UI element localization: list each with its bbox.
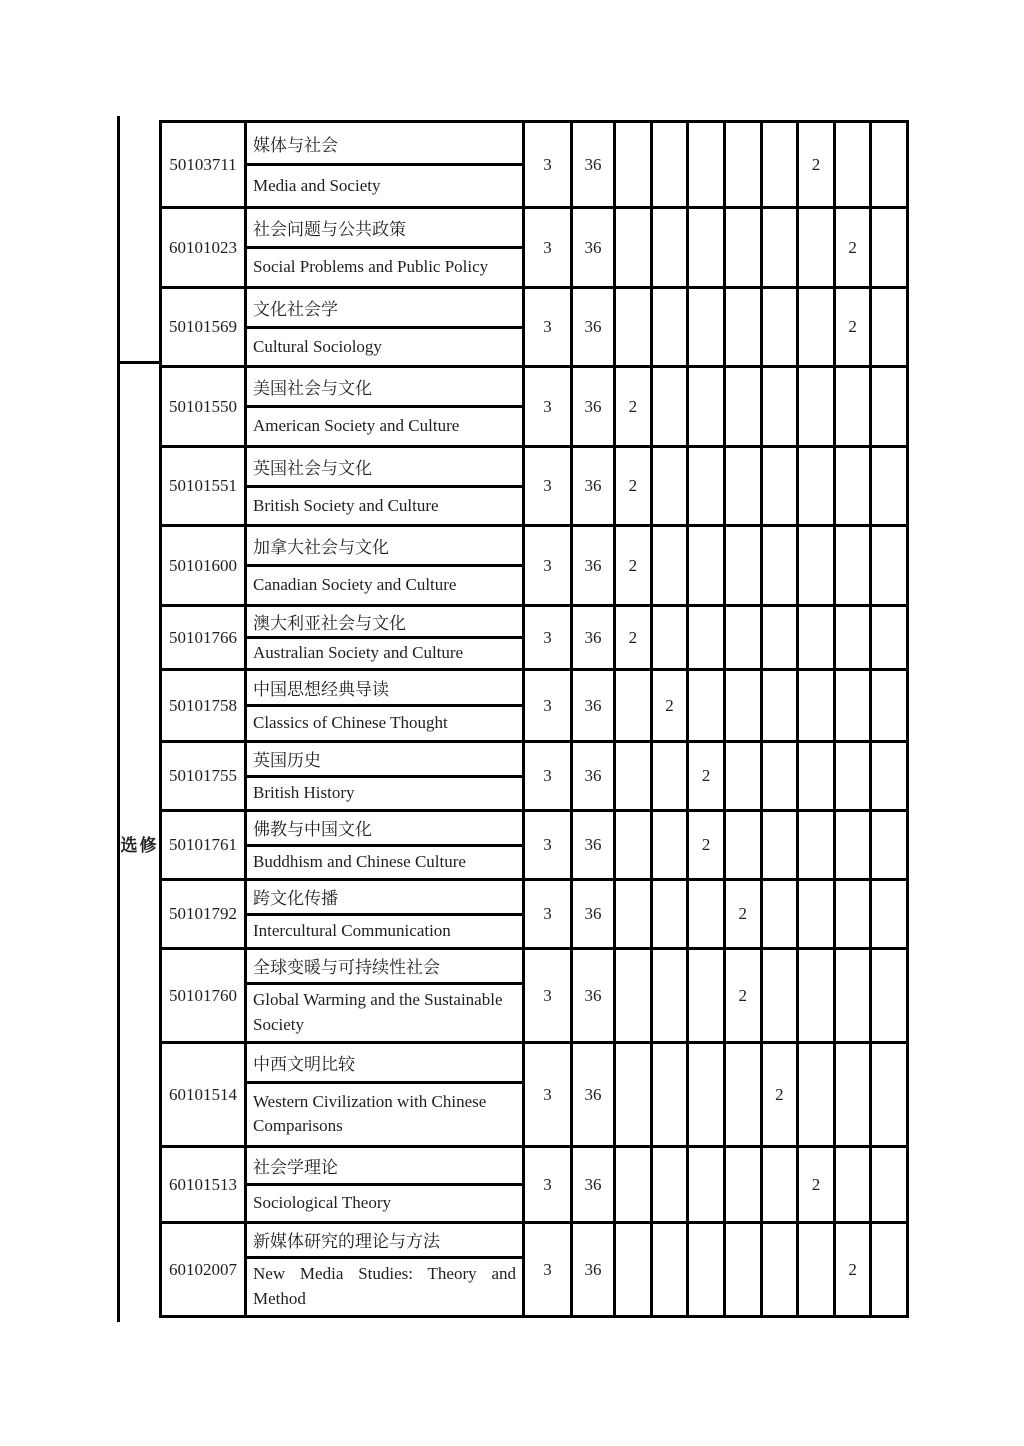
semester-7-hours: 2	[833, 289, 870, 365]
semester-6-hours	[796, 1044, 833, 1145]
semester-2-hours	[650, 812, 687, 878]
semester-6-hours	[796, 671, 833, 740]
course-row	[162, 206, 906, 286]
semester-7-hours	[833, 812, 870, 878]
semester-7-hours	[833, 607, 870, 668]
semester-7-hours	[833, 671, 870, 740]
semester-7-hours	[833, 743, 870, 809]
course-code: 50101551	[169, 476, 237, 495]
semester-7-hours	[833, 368, 870, 445]
course-hours: 36	[570, 209, 613, 286]
course-name-english-text: American Society and Culture	[253, 416, 460, 436]
course-name-english	[247, 844, 522, 878]
semester-5-hours	[760, 448, 797, 524]
semester-8-hours	[869, 1224, 906, 1315]
course-credits: 3	[522, 368, 570, 445]
semester-3-hours: 2	[686, 743, 723, 809]
semester-4-hours	[723, 1044, 760, 1145]
course-code: 60101514	[169, 1084, 237, 1104]
semester-2-hours: 2	[650, 671, 687, 740]
course-name-english	[247, 1256, 522, 1315]
course-credits: 3	[522, 671, 570, 740]
semester-8-hours	[869, 743, 906, 809]
semester-7-hours	[833, 1044, 870, 1145]
course-row	[162, 1041, 906, 1145]
semester-5-hours	[760, 368, 797, 445]
course-code: 60101023	[169, 237, 237, 257]
semester-2-hours	[650, 1148, 687, 1221]
course-code: 60101513	[169, 1174, 237, 1194]
semester-3-hours	[686, 123, 723, 206]
semester-4-hours	[723, 289, 760, 365]
course-code: 50101760	[169, 985, 237, 1005]
course-name-english-text: Sociological Theory	[253, 1193, 392, 1213]
semester-5-hours	[760, 671, 797, 740]
semester-6-hours	[796, 950, 833, 1041]
course-code: 50101758	[169, 695, 237, 715]
course-name-chinese: 媒体与社会	[253, 135, 338, 155]
course-hours: 36	[570, 1044, 613, 1145]
course-name-english	[247, 636, 522, 668]
course-name-english-text: Media and Society	[253, 175, 381, 195]
course-name-chinese: 文化社会学	[253, 299, 338, 319]
semester-5-hours	[760, 881, 797, 947]
course-credits: 3	[522, 1044, 570, 1145]
course-row	[162, 947, 906, 1041]
semester-4-hours	[723, 743, 760, 809]
course-name-english-text: Intercultural Communication	[253, 921, 451, 941]
course-credits: 3	[522, 1224, 570, 1315]
course-name-chinese: 澳大利亚社会与文化	[253, 614, 406, 634]
course-name-cell	[244, 1148, 522, 1221]
course-name-chinese: 全球变暖与可持续性社会	[253, 958, 440, 978]
semester-2-hours	[650, 123, 687, 206]
course-name-english	[247, 982, 522, 1041]
semester-5-hours	[760, 743, 797, 809]
semester-5-hours	[760, 607, 797, 668]
course-table	[159, 120, 909, 1318]
course-code: 50101755	[169, 766, 237, 785]
semester-8-hours	[869, 527, 906, 604]
course-name-english-text: Classics of Chinese Thought	[253, 713, 448, 733]
course-hours: 36	[570, 289, 613, 365]
semester-5-hours	[760, 950, 797, 1041]
course-code: 50101761	[169, 835, 237, 854]
semester-8-hours	[869, 1148, 906, 1221]
course-hours: 36	[570, 1224, 613, 1315]
course-name-chinese: 中西文明比较	[253, 1054, 355, 1074]
semester-6-hours: 2	[796, 1148, 833, 1221]
semester-6-hours	[796, 209, 833, 286]
course-row	[162, 740, 906, 809]
semester-8-hours	[869, 812, 906, 878]
course-name-chinese: 英国社会与文化	[253, 458, 372, 478]
course-code: 50101550	[169, 396, 237, 416]
course-name-chinese: 新媒体研究的理论与方法	[253, 1232, 440, 1252]
semester-4-hours	[723, 1148, 760, 1221]
course-row	[162, 365, 906, 445]
semester-3-hours	[686, 1148, 723, 1221]
semester-3-hours	[686, 368, 723, 445]
group-cell-elective	[120, 364, 159, 1322]
semester-1-hours	[613, 881, 650, 947]
semester-7-hours	[833, 881, 870, 947]
course-name-chinese: 佛教与中国文化	[253, 820, 372, 840]
course-name-cell	[244, 527, 522, 604]
course-name-chinese: 加拿大社会与文化	[253, 538, 389, 558]
course-row	[162, 1221, 906, 1315]
semester-3-hours	[686, 671, 723, 740]
course-row	[162, 668, 906, 740]
semester-5-hours	[760, 1224, 797, 1315]
semester-6-hours	[796, 743, 833, 809]
group-cell-previous-section	[120, 116, 159, 364]
course-row	[162, 1145, 906, 1221]
course-row	[162, 123, 906, 206]
course-name-english-text: Cultural Sociology	[253, 336, 382, 356]
course-credits: 3	[522, 881, 570, 947]
course-name-english-text: British Society and Culture	[253, 495, 439, 515]
semester-1-hours	[613, 950, 650, 1041]
course-name-cell	[244, 209, 522, 286]
semester-1-hours: 2	[613, 448, 650, 524]
semester-3-hours	[686, 950, 723, 1041]
course-hours: 36	[570, 448, 613, 524]
course-name-english-text: New Media Studies: Theory and Method	[253, 1264, 516, 1308]
semester-5-hours: 2	[760, 1044, 797, 1145]
semester-1-hours	[613, 123, 650, 206]
course-name-cell	[244, 671, 522, 740]
semester-4-hours	[723, 671, 760, 740]
course-row	[162, 878, 906, 947]
course-code: 50101792	[169, 904, 237, 923]
semester-6-hours	[796, 448, 833, 524]
semester-3-hours	[686, 448, 723, 524]
course-name-english-text: Canadian Society and Culture	[253, 575, 457, 595]
course-hours: 36	[570, 527, 613, 604]
semester-2-hours	[650, 607, 687, 668]
course-name-cell	[244, 950, 522, 1041]
semester-3-hours: 2	[686, 812, 723, 878]
course-code: 60102007	[169, 1259, 237, 1279]
semester-6-hours	[796, 527, 833, 604]
course-name-english	[247, 775, 522, 809]
semester-3-hours	[686, 289, 723, 365]
semester-2-hours	[650, 368, 687, 445]
course-row	[162, 286, 906, 365]
course-name-english	[247, 1081, 522, 1145]
semester-2-hours	[650, 743, 687, 809]
semester-1-hours	[613, 1148, 650, 1221]
course-code: 50101569	[169, 317, 237, 336]
semester-5-hours	[760, 209, 797, 286]
semester-5-hours	[760, 812, 797, 878]
semester-4-hours	[723, 209, 760, 286]
course-hours: 36	[570, 1148, 613, 1221]
semester-2-hours	[650, 448, 687, 524]
course-credits: 3	[522, 812, 570, 878]
semester-4-hours	[723, 1224, 760, 1315]
semester-4-hours: 2	[723, 881, 760, 947]
course-hours: 36	[570, 671, 613, 740]
semester-5-hours	[760, 527, 797, 604]
semester-8-hours	[869, 368, 906, 445]
semester-1-hours: 2	[613, 368, 650, 445]
semester-6-hours	[796, 881, 833, 947]
course-credits: 3	[522, 1148, 570, 1221]
course-credits: 3	[522, 607, 570, 668]
semester-5-hours	[760, 289, 797, 365]
semester-7-hours	[833, 527, 870, 604]
semester-6-hours	[796, 289, 833, 365]
semester-1-hours	[613, 209, 650, 286]
course-name-english	[247, 704, 522, 740]
course-hours: 36	[570, 950, 613, 1041]
semester-8-hours	[869, 881, 906, 947]
course-name-english-text: Western Civilization with Chinese Comparisons	[253, 1091, 487, 1136]
course-hours: 36	[570, 368, 613, 445]
course-credits: 3	[522, 209, 570, 286]
semester-7-hours	[833, 448, 870, 524]
semester-2-hours	[650, 1224, 687, 1315]
semester-4-hours	[723, 607, 760, 668]
course-hours: 36	[570, 607, 613, 668]
course-credits: 3	[522, 743, 570, 809]
course-hours: 36	[570, 881, 613, 947]
course-name-english	[247, 485, 522, 524]
course-name-cell	[244, 448, 522, 524]
semester-6-hours: 2	[796, 123, 833, 206]
course-name-english-text: Australian Society and Culture	[253, 643, 464, 663]
semester-6-hours	[796, 1224, 833, 1315]
course-name-english	[247, 913, 522, 947]
elective-group-label: 选修	[120, 835, 159, 855]
semester-4-hours	[723, 368, 760, 445]
course-credits: 3	[522, 527, 570, 604]
course-name-cell	[244, 812, 522, 878]
course-name-cell	[244, 1044, 522, 1145]
course-credits: 3	[522, 289, 570, 365]
semester-3-hours	[686, 527, 723, 604]
course-name-english-text: Global Warming and the Sustainable Society	[253, 990, 503, 1034]
semester-1-hours	[613, 743, 650, 809]
semester-5-hours	[760, 1148, 797, 1221]
semester-3-hours	[686, 1224, 723, 1315]
course-name-cell	[244, 881, 522, 947]
course-row	[162, 809, 906, 878]
semester-4-hours: 2	[723, 950, 760, 1041]
course-name-english	[247, 405, 522, 445]
semester-6-hours	[796, 368, 833, 445]
course-code: 50101766	[169, 627, 237, 647]
course-credits: 3	[522, 123, 570, 206]
semester-8-hours	[869, 209, 906, 286]
semester-2-hours	[650, 209, 687, 286]
course-name-english-text: Buddhism and Chinese Culture	[253, 852, 466, 872]
course-name-chinese: 美国社会与文化	[253, 379, 372, 399]
course-name-english	[247, 326, 522, 365]
semester-6-hours	[796, 607, 833, 668]
course-name-english-text: British History	[253, 783, 355, 803]
semester-2-hours	[650, 950, 687, 1041]
course-row	[162, 524, 906, 604]
semester-2-hours	[650, 289, 687, 365]
semester-8-hours	[869, 671, 906, 740]
course-name-english	[247, 246, 522, 286]
course-code: 50101600	[169, 555, 237, 575]
semester-5-hours	[760, 123, 797, 206]
semester-7-hours	[833, 950, 870, 1041]
semester-6-hours	[796, 812, 833, 878]
course-name-english	[247, 163, 522, 206]
semester-1-hours: 2	[613, 527, 650, 604]
semester-1-hours	[613, 812, 650, 878]
semester-8-hours	[869, 950, 906, 1041]
semester-3-hours	[686, 1044, 723, 1145]
semester-8-hours	[869, 289, 906, 365]
semester-1-hours: 2	[613, 607, 650, 668]
semester-8-hours	[869, 1044, 906, 1145]
semester-8-hours	[869, 123, 906, 206]
semester-7-hours: 2	[833, 209, 870, 286]
semester-8-hours	[869, 448, 906, 524]
course-name-chinese: 跨文化传播	[253, 889, 338, 909]
semester-7-hours	[833, 1148, 870, 1221]
group-column	[117, 116, 159, 1322]
semester-1-hours	[613, 289, 650, 365]
semester-7-hours: 2	[833, 1224, 870, 1315]
semester-3-hours	[686, 209, 723, 286]
course-name-chinese: 社会学理论	[253, 1158, 338, 1178]
semester-2-hours	[650, 881, 687, 947]
course-name-cell	[244, 1224, 522, 1315]
course-hours: 36	[570, 743, 613, 809]
course-hours: 36	[570, 812, 613, 878]
course-row	[162, 445, 906, 524]
course-row	[162, 604, 906, 668]
semester-7-hours	[833, 123, 870, 206]
semester-2-hours	[650, 527, 687, 604]
semester-1-hours	[613, 1224, 650, 1315]
semester-8-hours	[869, 607, 906, 668]
semester-1-hours	[613, 1044, 650, 1145]
semester-4-hours	[723, 123, 760, 206]
course-name-chinese: 英国历史	[253, 751, 321, 771]
semester-3-hours	[686, 881, 723, 947]
semester-3-hours	[686, 607, 723, 668]
course-name-cell	[244, 123, 522, 206]
semester-1-hours	[613, 671, 650, 740]
semester-4-hours	[723, 448, 760, 524]
course-name-cell	[244, 289, 522, 365]
course-credits: 3	[522, 448, 570, 524]
semester-2-hours	[650, 1044, 687, 1145]
course-credits: 3	[522, 950, 570, 1041]
course-code: 50103711	[169, 154, 237, 174]
semester-4-hours	[723, 812, 760, 878]
course-name-cell	[244, 368, 522, 445]
course-name-english	[247, 564, 522, 604]
course-name-chinese: 中国思想经典导读	[253, 680, 389, 700]
semester-4-hours	[723, 527, 760, 604]
course-name-english-text: Social Problems and Public Policy	[253, 257, 489, 277]
course-name-cell	[244, 607, 522, 668]
course-name-english	[247, 1183, 522, 1221]
course-name-cell	[244, 743, 522, 809]
course-name-chinese: 社会问题与公共政策	[253, 220, 406, 240]
course-hours: 36	[570, 123, 613, 206]
